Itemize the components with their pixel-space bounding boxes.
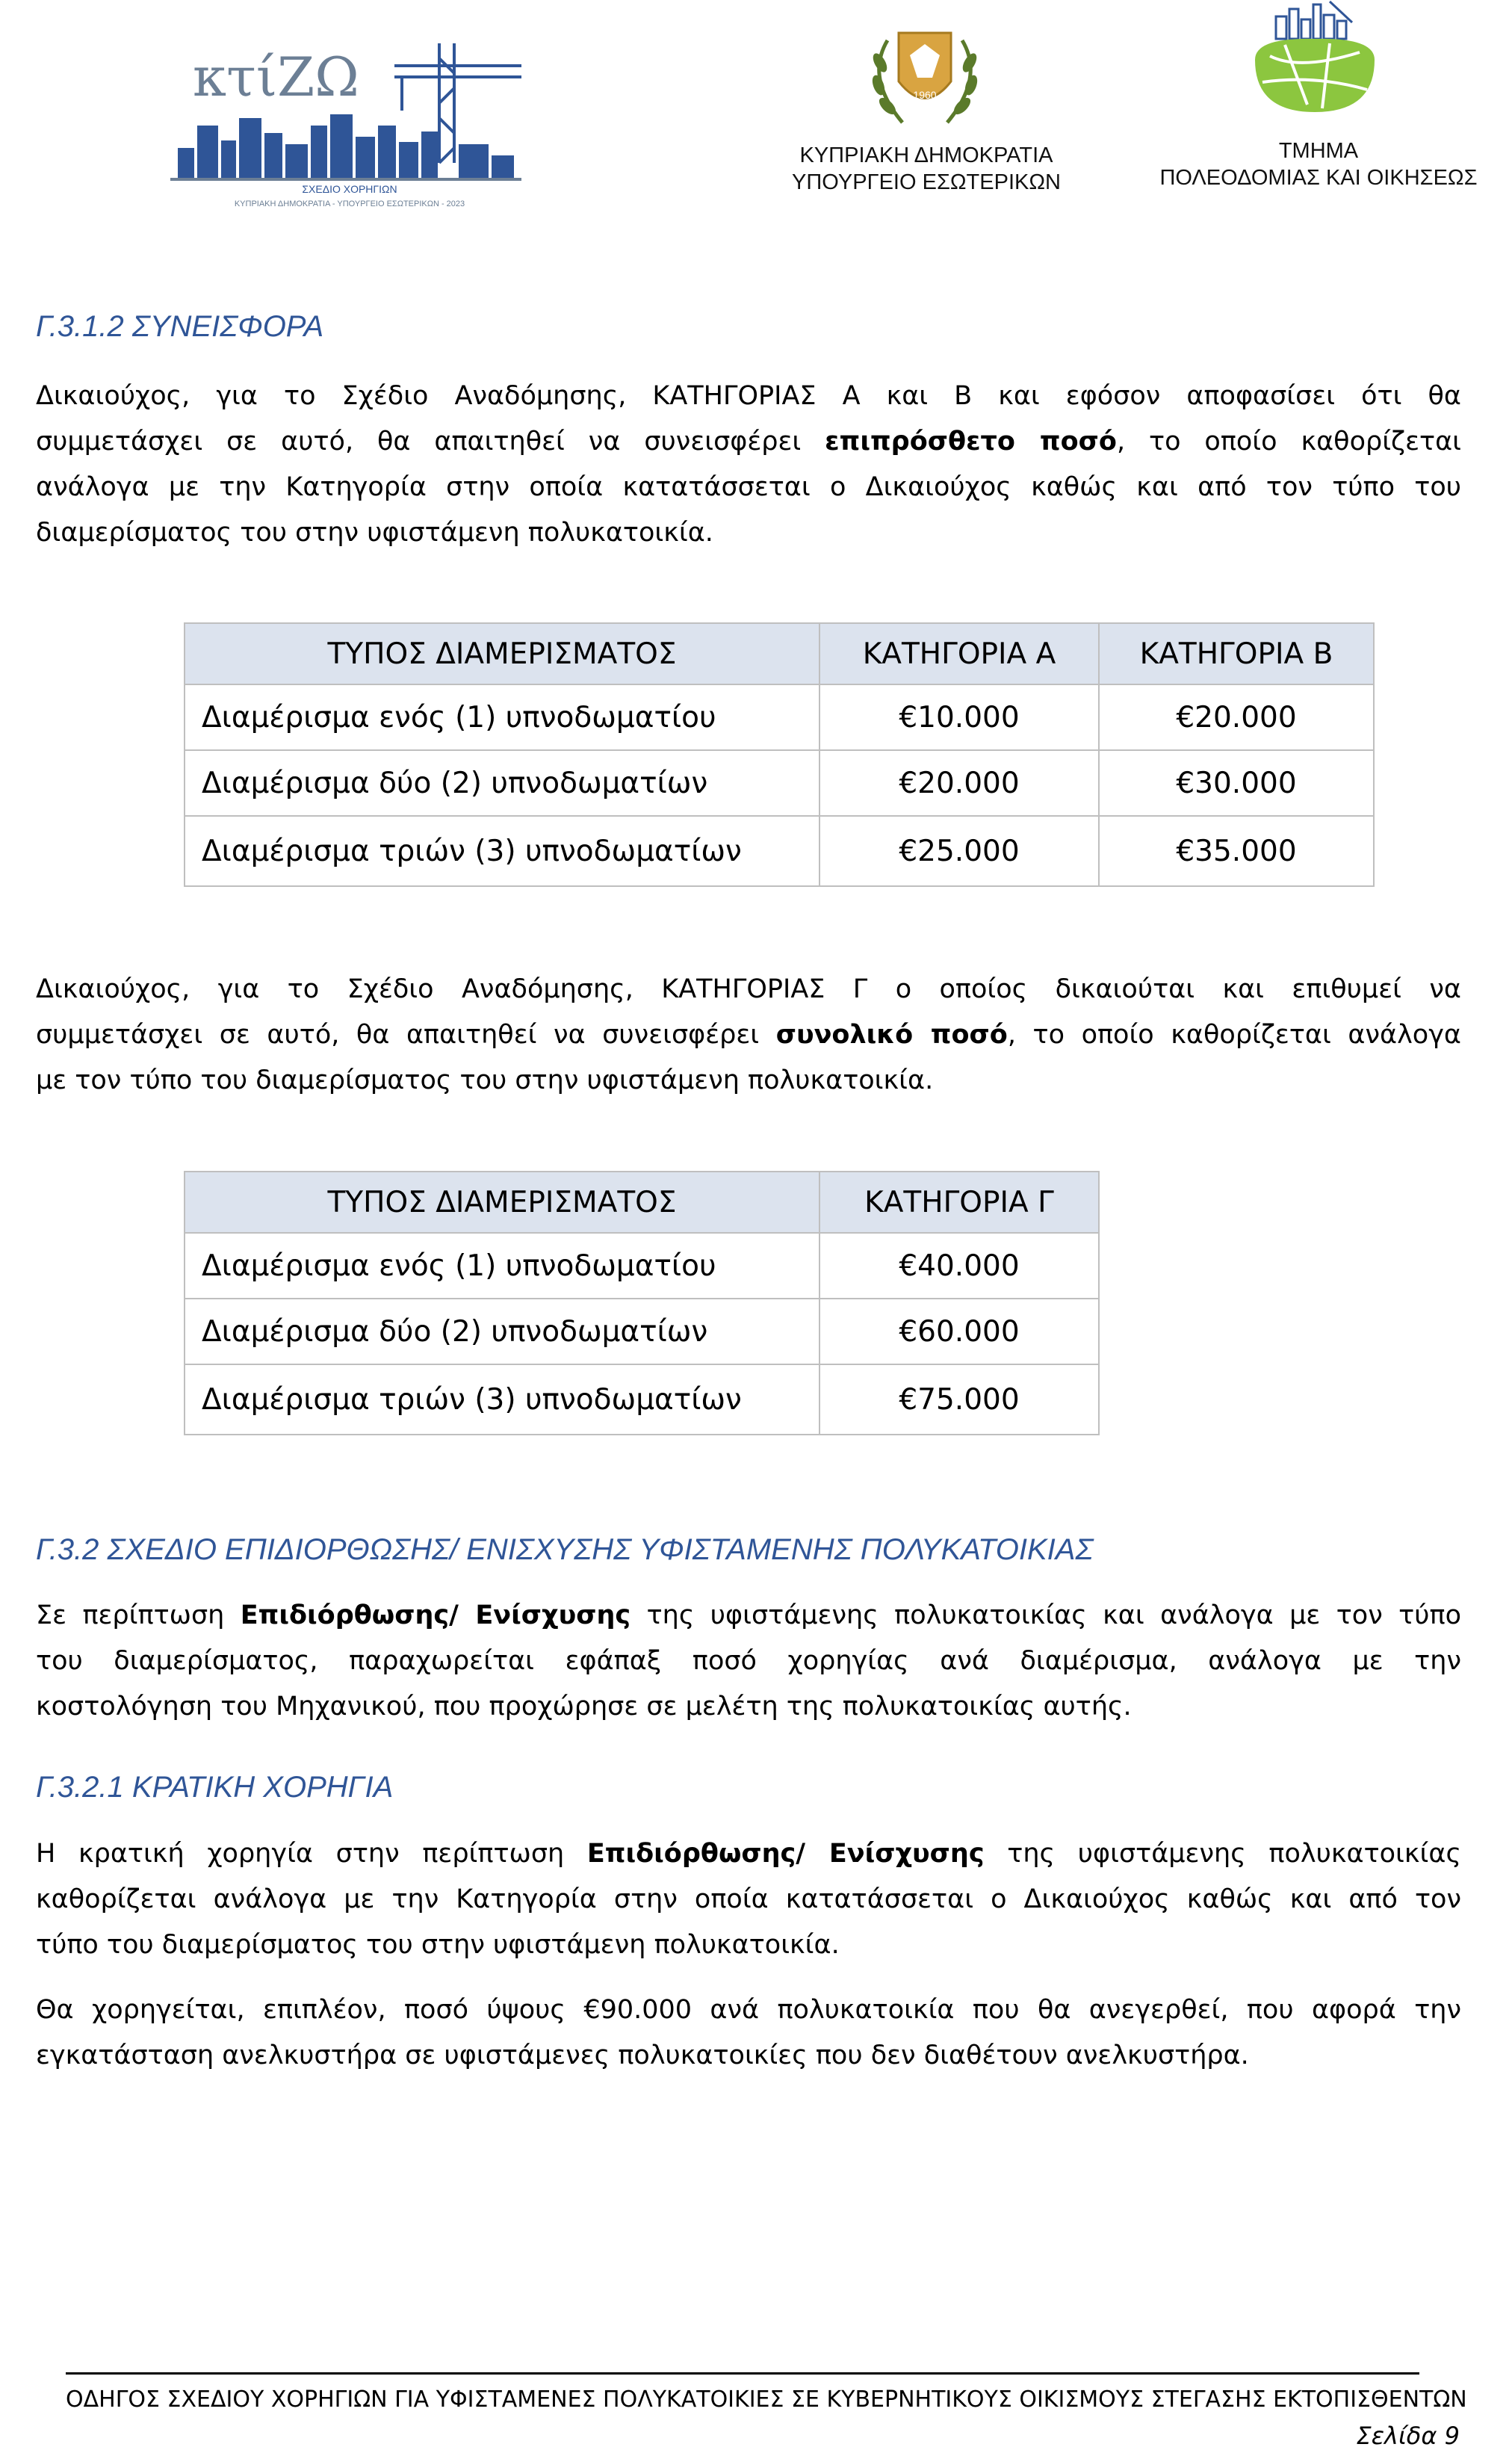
- table-row: [185, 1299, 1099, 1364]
- section-heading-contribution: Γ.3.1.2 ΣΥΝΕΙΣΦΟΡΑ: [36, 310, 324, 343]
- government-line-1: ΚΥΠΡΙΑΚΗ ΔΗΜΟΚΡΑΤΙΑ: [799, 143, 1053, 167]
- page-number: Σελίδα 9: [1356, 2422, 1460, 2450]
- section-heading-state-grant: Γ.3.2.1 ΚΡΑΤΙΚΗ ΧΟΡΗΓΙΑ: [36, 1771, 394, 1804]
- paragraph-line: εγκατάσταση ανελκυστήρα σε υφιστάμενες πολυκατοικίες που δεν διαθέτουν ανελκυστήρα.: [36, 2041, 1249, 2070]
- table-row: [185, 684, 1374, 750]
- column-header: ΚΑΤΗΓΟΡΙΑ Γ: [819, 1172, 1099, 1233]
- paragraph-line: Θα χορηγείται, επιπλέον, ποσό ύψους €90.000 ανά πολυκατοικία που θα ανεγερθεί, που αφορά την: [36, 1995, 1461, 2025]
- table-cell: Διαμέρισμα ενός (1) υπνοδωματίου: [185, 684, 819, 750]
- footer-title: ΟΔΗΓΟΣ ΣΧΕΔΙΟΥ ΧΟΡΗΓΙΩΝ ΓΙΑ ΥΦΙΣΤΑΜΕΝΕΣ ΠΟΛΥΚΑΤΟΙΚΙΕΣ ΣΕ ΚΥΒΕΡΝΗΤΙΚΟΥΣ ΟΙΚΙΣΜΟΥΣ ΣΤΕΓΑΣΗΣ ΕΚΤΟΠΙΣΘΕΝΤΩΝ: [66, 2386, 1467, 2413]
- column-header: ΤΥΠΟΣ ΔΙΑΜΕΡΙΣΜΑΤΟΣ: [185, 1172, 819, 1233]
- paragraph-line: τύπο του διαμερίσματος του στην υφιστάμενη πολυκατοικία.: [36, 1930, 840, 1960]
- ktizo-tagline: ΣΧΕΔΙΟ ΧΟΡΗΓΙΩΝ: [302, 183, 397, 195]
- bold-term: συνολικό ποσό: [775, 1020, 1008, 1050]
- repair-scheme-paragraph: [36, 1593, 1461, 1730]
- column-header: ΚΑΤΗΓΟΡΙΑ Α: [819, 623, 1099, 684]
- paragraph-line: κοστολόγηση του Μηχανικού, που προχώρησε σε μελέτη της πολυκατοικίας αυτής.: [36, 1692, 1132, 1722]
- table-cell: Διαμέρισμα δύο (2) υπνοδωματίων: [185, 750, 819, 816]
- column-header: ΤΥΠΟΣ ΔΙΑΜΕΡΙΣΜΑΤΟΣ: [185, 623, 819, 684]
- ktizo-wordmark: κτίΖΩ: [193, 46, 359, 108]
- paragraph-line: με τον τύπο του διαμερίσματος του στην υφιστάμενη πολυκατοικία.: [36, 1065, 934, 1095]
- table-header-row: [185, 623, 1374, 684]
- paragraph-line: διαμερίσματος του στην υφιστάμενη πολυκατοικία.: [36, 518, 713, 548]
- paragraph-line: συμμετάσχει σε αυτό, θα απαιτηθεί να συνεισφέρει συνολικό ποσό, το οποίο καθορίζεται ανάλογα: [36, 1020, 1461, 1050]
- contribution-table-ab: [184, 622, 1375, 887]
- paragraph-line: του διαμερίσματος, παραχωρείται εφάπαξ ποσό χορηγίας ανά διαμέρισμα, ανάλογα με την: [36, 1646, 1461, 1676]
- contribution-paragraph: [36, 374, 1461, 556]
- footer-divider: [66, 2372, 1419, 2375]
- table-cell: €40.000: [819, 1233, 1099, 1299]
- table-cell: Διαμέρισμα δύο (2) υπνοδωματίων: [185, 1299, 819, 1364]
- table-row: [185, 1233, 1099, 1299]
- paragraph-line: Σε περίπτωση Επιδιόρθωσης/ Ενίσχυσης της υφιστάμενης πολυκατοικίας και ανάλογα με τον τύπο: [36, 1600, 1461, 1630]
- section-heading-repair-scheme: Γ.3.2 ΣΧΕΔΙΟ ΕΠΙΔΙΟΡΘΩΣΗΣ/ ΕΝΙΣΧΥΣΗΣ ΥΦΙΣΤΑΜΕΝΗΣ ΠΟΛΥΚΑΤΟΙΚΙΑΣ: [36, 1533, 1094, 1566]
- table-cell: Διαμέρισμα τριών (3) υπνοδωματίων: [185, 816, 819, 886]
- bold-term: Επιδιόρθωσης/ Ενίσχυσης: [586, 1839, 985, 1869]
- state-grant-paragraph: [36, 1831, 1461, 1968]
- table-row: [185, 816, 1374, 886]
- contribution-table-c: [184, 1171, 1100, 1435]
- ktizo-logo: [170, 13, 529, 209]
- paragraph-line: Δικαιούχος, για το Σχέδιο Αναδόμησης, ΚΑΤΗΓΟΡΙΑΣ Γ ο οποίος δικαιούται και επιθυμεί να: [36, 974, 1461, 1004]
- table-cell: €75.000: [819, 1364, 1099, 1435]
- table-cell: €20.000: [819, 750, 1099, 816]
- table-cell: €20.000: [1099, 684, 1374, 750]
- category-c-paragraph: [36, 967, 1461, 1104]
- elevator-grant-paragraph: [36, 1987, 1461, 2079]
- ktizo-subline: ΚΥΠΡΙΑΚΗ ΔΗΜΟΚΡΑΤΙΑ - ΥΠΟΥΡΓΕΙΟ ΕΣΩΤΕΡΙΚΩΝ - 2023: [234, 199, 465, 208]
- cyprus-coat-of-arms-icon: [858, 10, 992, 137]
- department-line-2: ΠΟΛΕΟΔΟΜΙΑΣ ΚΑΙ ΟΙΚΗΣΕΩΣ: [1159, 166, 1478, 190]
- table-cell: €60.000: [819, 1299, 1099, 1364]
- bold-term: Επιδιόρθωσης/ Ενίσχυσης: [240, 1600, 631, 1630]
- table-header-row: [185, 1172, 1099, 1233]
- table-cell: Διαμέρισμα τριών (3) υπνοδωματίων: [185, 1364, 819, 1435]
- table-cell: €25.000: [819, 816, 1099, 886]
- paragraph-line: Η κρατική χορηγία στην περίπτωση Επιδιόρθωσης/ Ενίσχυσης της υφιστάμενης πολυκατοικίας: [36, 1839, 1461, 1869]
- department-line-1: ΤΜΗΜΑ: [1278, 139, 1359, 163]
- table-cell: €10.000: [819, 684, 1099, 750]
- government-name: [747, 142, 1106, 196]
- column-header: ΚΑΤΗΓΟΡΙΑ Β: [1099, 623, 1374, 684]
- paragraph-line: καθορίζεται ανάλογα με την Κατηγορία στην οποία κατατάσσεται ο Δικαιούχος καθώς και από τον: [36, 1884, 1461, 1914]
- table-row: [185, 750, 1374, 816]
- paragraph-line: Δικαιούχος, για το Σχέδιο Αναδόμησης, ΚΑΤΗΓΟΡΙΑΣ Α και Β και εφόσον αποφασίσει ότι θα: [36, 381, 1461, 411]
- paragraph-line: συμμετάσχει σε αυτό, θα απαιτηθεί να συνεισφέρει επιπρόσθετο ποσό, το οποίο καθορίζεται: [36, 427, 1462, 457]
- department-logo-icon: [1240, 0, 1389, 120]
- bold-term: επιπρόσθετο ποσό: [825, 427, 1117, 457]
- table-row: [185, 1364, 1099, 1435]
- paragraph-line: ανάλογα με την Κατηγορία στην οποία κατατάσσεται ο Δικαιούχος καθώς και από τον τύπο του: [36, 472, 1461, 502]
- table-cell: €35.000: [1099, 816, 1374, 886]
- table-cell: €30.000: [1099, 750, 1374, 816]
- crest-year: 1960: [913, 89, 937, 101]
- department-name: [1143, 137, 1494, 191]
- table-cell: Διαμέρισμα ενός (1) υπνοδωματίου: [185, 1233, 819, 1299]
- government-line-2: ΥΠΟΥΡΓΕΙΟ ΕΣΩΤΕΡΙΚΩΝ: [792, 170, 1061, 194]
